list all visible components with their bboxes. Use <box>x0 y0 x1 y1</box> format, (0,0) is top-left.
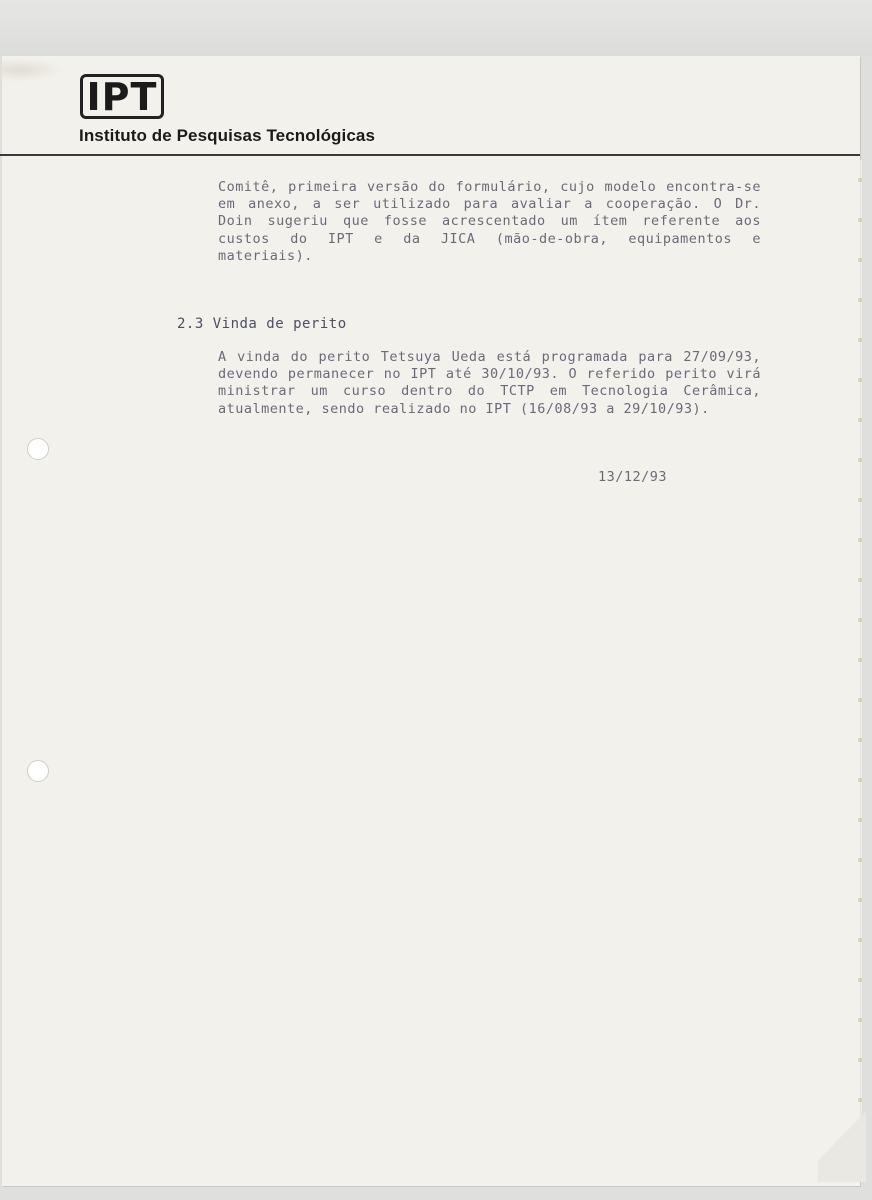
header-rule <box>0 154 860 156</box>
document-date: 13/12/93 <box>598 469 668 485</box>
section-heading: 2.3 Vinda de perito <box>177 316 347 332</box>
ipt-logo <box>80 74 164 119</box>
body-paragraph-1: Comitê, primeira versão do formulário, cujo modelo encontra-se em anexo, a ser utilizado para avaliar a cooperação. O Dr. Doin sugeriu que fosse acrescentado um ítem referente aos custos do IPT e da JICA (mão-de-obra, equipamentos e materiais). <box>218 179 761 264</box>
folded-corner <box>818 1090 866 1182</box>
body-paragraph-2: A vinda do perito Tetsuya Ueda está programada para 27/09/93, devendo permanecer no IPT até 30/10/93. O referido perito virá ministrar um curso dentro do TCTP em Tecnologia Cerâmica, atualmente, sendo realizado no IPT (16/08/93 a 29/10/93). <box>218 349 761 417</box>
punch-hole <box>27 760 49 782</box>
paper-tear <box>0 58 64 82</box>
organization-name: Instituto de Pesquisas Tecnológicas <box>79 126 376 145</box>
scan-background <box>0 0 872 56</box>
punch-hole <box>27 438 49 460</box>
logo-text: IPT <box>86 74 158 119</box>
paper-edge <box>858 160 862 1160</box>
